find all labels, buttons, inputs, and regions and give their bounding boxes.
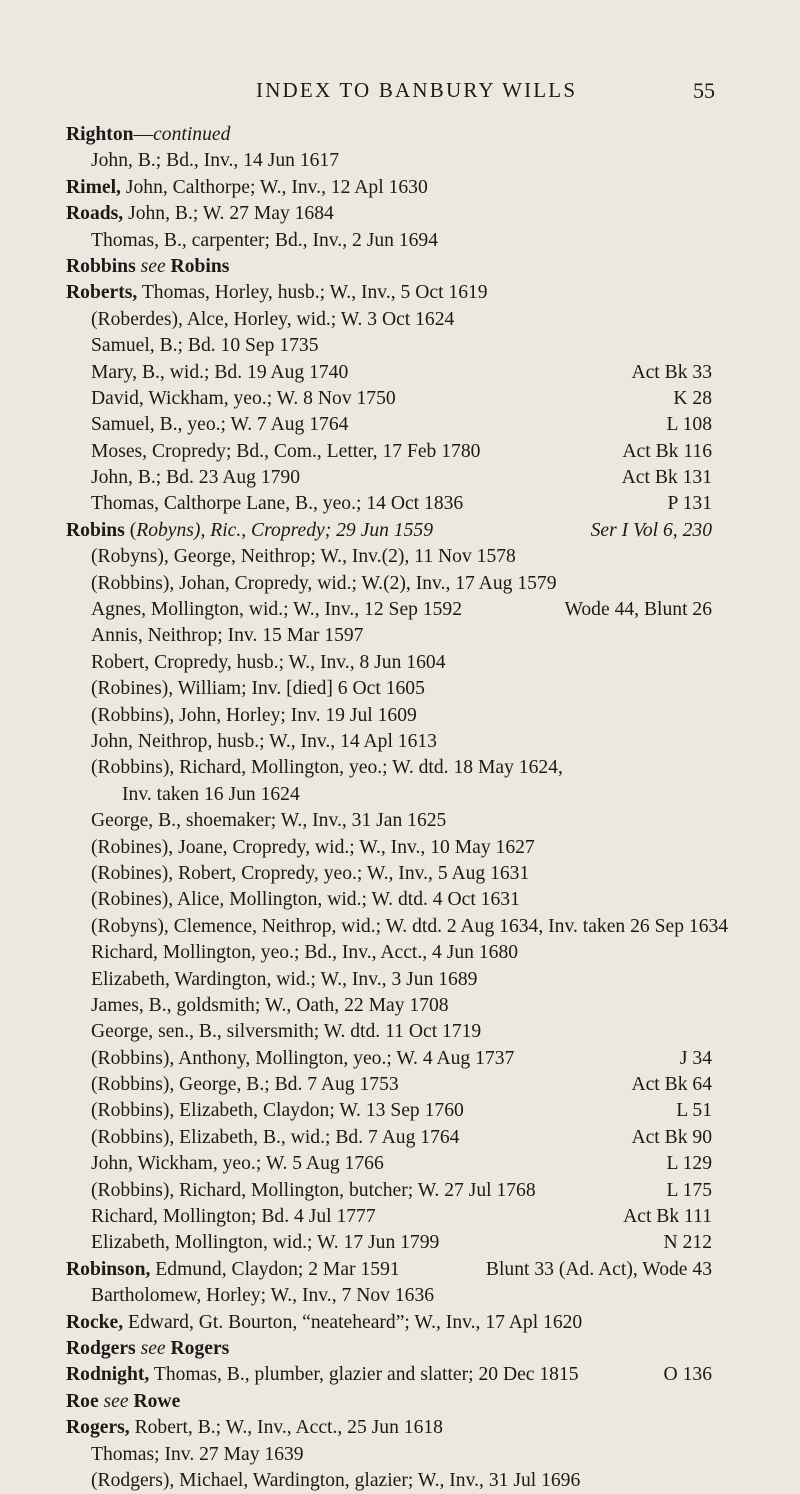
- index-entry: [0, 1283, 800, 1309]
- entry-text: [66, 1257, 400, 1283]
- index-entry: [0, 782, 800, 808]
- entry-detail: (Robyns), George, Neithrop; W., Inv.(2), 11 Nov 1578: [91, 546, 516, 568]
- entry-detail: (Robines), Joane, Cropredy, wid.; W., Inv., 10 May 1627: [91, 836, 535, 858]
- entry-surname: Robbins: [66, 255, 136, 277]
- entry-detail: (: [124, 519, 137, 541]
- entry-text: [66, 1389, 180, 1415]
- entry-text: [91, 597, 462, 623]
- entry-text: [91, 1046, 514, 1072]
- entry-text: [91, 412, 348, 438]
- index-entry: [0, 1442, 800, 1468]
- entry-detail: Bartholomew, Horley; W., Inv., 7 Nov 1636: [91, 1285, 435, 1307]
- index-entry: [0, 386, 800, 412]
- entry-detail: (Robbins), Richard, Mollington, butcher; W. 27 Jul 1768: [91, 1179, 536, 1201]
- entry-detail: James, B., goldsmith; W., Oath, 22 May 1708: [91, 994, 449, 1016]
- index-entry: [0, 491, 800, 517]
- entry-detail: Robert, B.; W., Inv., Acct., 25 Jun 1618: [129, 1417, 443, 1439]
- entry-text: [91, 1204, 376, 1230]
- entry-text: [91, 676, 425, 702]
- entry-reference: L 129: [666, 1153, 712, 1175]
- entry-text: [66, 1415, 443, 1441]
- index-entry: [0, 1019, 800, 1045]
- entry-detail: see: [135, 1337, 171, 1359]
- entry-detail: (Robbins), Anthony, Mollington, yeo.; W. 4 Aug 1737: [91, 1047, 515, 1069]
- entry-text: [91, 1468, 580, 1494]
- entry-text: [91, 1098, 464, 1124]
- index-entry: [0, 465, 800, 491]
- entry-reference: Act Bk 111: [623, 1206, 712, 1228]
- entry-surname: Robins: [66, 519, 125, 541]
- index-entry: [0, 1257, 800, 1283]
- index-entry: [0, 333, 800, 359]
- entry-detail: Agnes, Mollington, wid.; W., Inv., 12 Sep 1592: [91, 599, 463, 621]
- entry-text: [91, 1019, 481, 1045]
- entry-text: [91, 1442, 304, 1468]
- entry-reference: L 51: [676, 1100, 712, 1122]
- entry-text: [91, 887, 520, 913]
- entry-text: [91, 808, 446, 834]
- entry-text: [91, 333, 319, 359]
- entry-reference: J 34: [679, 1047, 712, 1069]
- index-entry: [0, 254, 800, 280]
- entry-detail: John, B.; Bd., Inv., 14 Jun 1617: [91, 150, 340, 172]
- entry-reference: Act Bk 131: [621, 467, 712, 489]
- entry-detail: George, sen., B., silversmith; W. dtd. 11 Oct 1719: [91, 1021, 482, 1043]
- index-entry: [0, 544, 800, 570]
- entry-reference: Act Bk 33: [631, 361, 712, 383]
- entry-text: [91, 1230, 439, 1256]
- entry-detail: Edmund, Claydon; 2 Mar 1591: [150, 1258, 400, 1280]
- entry-detail: John, Neithrop, husb.; W., Inv., 14 Apl 1613: [91, 730, 437, 752]
- entry-text: [91, 465, 300, 491]
- entry-text: [66, 1362, 579, 1388]
- index-entry: [0, 703, 800, 729]
- index-entry: [0, 1389, 800, 1415]
- entry-detail: John, Calthorpe; W., Inv., 12 Apl 1630: [120, 176, 428, 198]
- index-entry: [0, 887, 800, 913]
- entry-detail: (Robyns), Clemence, Neithrop, wid.; W. dtd. 2 Aug 1634, Inv. taken 26 Sep 1634: [91, 915, 729, 937]
- entry-detail: Mary, B., wid.; Bd. 19 Aug 1740: [91, 361, 349, 383]
- entry-text: [91, 755, 563, 781]
- entry-text: [91, 228, 438, 254]
- entry-text: [91, 703, 417, 729]
- entry-detail: Edward, Gt. Bourton, “neateheard”; W., Inv., 17 Apl 1620: [123, 1311, 583, 1333]
- entry-surname: Rimel,: [66, 176, 121, 198]
- index-entry: [0, 360, 800, 386]
- index-entry: [0, 518, 800, 544]
- entry-text: [66, 175, 428, 201]
- index-entry: [0, 835, 800, 861]
- entry-surname: Roe: [66, 1390, 99, 1412]
- running-head: [0, 78, 800, 108]
- index-entry: [0, 122, 800, 148]
- entry-detail: (Robbins), Elizabeth, Claydon; W. 13 Sep 1760: [91, 1100, 464, 1122]
- entry-detail: Annis, Neithrop; Inv. 15 Mar 1597: [91, 625, 364, 647]
- index-entry: [0, 1072, 800, 1098]
- entry-reference: Ser I Vol 6, 230: [590, 519, 712, 541]
- entry-text: [91, 1125, 459, 1151]
- index-entry: [0, 280, 800, 306]
- index-entry: [0, 676, 800, 702]
- entry-reference: L 175: [666, 1179, 712, 1201]
- entry-variant: Robyns), Ric., Cropredy; 29 Jun 1559: [136, 519, 433, 541]
- entry-cross-reference: Rowe: [133, 1390, 181, 1412]
- entry-text: [91, 623, 363, 649]
- entry-text: [91, 491, 463, 517]
- entry-detail: (Rodgers), Michael, Wardington, glazier; W., Inv., 31 Jul 1696: [91, 1469, 581, 1491]
- entry-surname: Rodnight,: [66, 1364, 150, 1386]
- index-entry: [0, 1125, 800, 1151]
- entry-text: [66, 1310, 582, 1336]
- entry-detail: George, B., shoemaker; W., Inv., 31 Jan 1625: [91, 810, 447, 832]
- index-entry: [0, 1046, 800, 1072]
- entry-reference: N 212: [663, 1232, 712, 1254]
- entry-detail: John, Wickham, yeo.; W. 5 Aug 1766: [91, 1153, 384, 1175]
- entry-continued: continued: [153, 124, 231, 145]
- entry-text: [91, 386, 396, 412]
- entry-surname: Roads,: [66, 203, 124, 225]
- entry-text: [91, 993, 449, 1019]
- index-entry: [0, 307, 800, 333]
- entry-surname: Roberts,: [66, 282, 138, 304]
- entry-text: [66, 518, 433, 544]
- index-entry: [0, 940, 800, 966]
- index-entry: [0, 1362, 800, 1388]
- index-entry: [0, 412, 800, 438]
- entry-text: [66, 201, 334, 227]
- entry-text: [91, 1283, 434, 1309]
- entry-detail: (Robbins), Johan, Cropredy, wid.; W.(2), Inv., 17 Aug 1579: [91, 572, 557, 594]
- entry-detail: David, Wickham, yeo.; W. 8 Nov 1750: [91, 387, 396, 409]
- entry-reference: Act Bk 64: [631, 1074, 712, 1096]
- entry-text: [91, 571, 557, 597]
- entry-detail: Richard, Mollington; Bd. 4 Jul 1777: [91, 1206, 376, 1228]
- entry-text: [91, 148, 339, 174]
- index-entry: [0, 993, 800, 1019]
- index-entry: [0, 967, 800, 993]
- entry-detail: (Robines), Alice, Mollington, wid.; W. dtd. 4 Oct 1631: [91, 889, 520, 911]
- entry-detail: Thomas, B., carpenter; Bd., Inv., 2 Jun 1694: [91, 229, 439, 251]
- entry-detail: Inv. taken 16 Jun 1624: [122, 783, 300, 805]
- entry-text: [91, 729, 437, 755]
- entry-detail: Robert, Cropredy, husb.; W., Inv., 8 Jun 1604: [91, 651, 446, 673]
- entry-detail: Thomas, Calthorpe Lane, B., yeo.; 14 Oct 1836: [91, 493, 464, 515]
- index-entry: [0, 1151, 800, 1177]
- entry-text: [91, 544, 516, 570]
- entry-detail: see: [135, 255, 171, 277]
- index-entry: [0, 1468, 800, 1494]
- index-entry: [0, 1204, 800, 1230]
- entry-detail: Richard, Mollington, yeo.; Bd., Inv., Acct., 4 Jun 1680: [91, 942, 519, 964]
- entry-reference: K 28: [673, 387, 712, 409]
- index-entry: [0, 148, 800, 174]
- entry-text: [66, 1336, 229, 1362]
- entry-text: [91, 967, 477, 993]
- entry-surname: Righton: [66, 124, 134, 145]
- entry-text: [91, 835, 535, 861]
- entry-surname: Rocke,: [66, 1311, 124, 1333]
- index-entry: [0, 1336, 800, 1362]
- entry-reference: Wode 44, Blunt 26: [564, 599, 712, 621]
- entry-detail: Elizabeth, Mollington, wid.; W. 17 Jun 1799: [91, 1232, 440, 1254]
- entry-text: [66, 254, 229, 280]
- entry-detail: Thomas; Inv. 27 May 1639: [91, 1443, 304, 1465]
- index-entry: [0, 861, 800, 887]
- index-entry: [0, 1178, 800, 1204]
- entry-text: [66, 122, 230, 148]
- running-title: INDEX TO BANBURY WILLS: [256, 78, 578, 102]
- entry-reference: O 136: [663, 1364, 712, 1386]
- entry-text: [91, 1178, 536, 1204]
- entry-reference: L 108: [666, 414, 712, 436]
- entry-detail: (Robbins), Richard, Mollington, yeo.; W. dtd. 18 May 1624,: [91, 757, 563, 779]
- entry-reference: Act Bk 116: [622, 440, 712, 462]
- entry-reference: Act Bk 90: [631, 1126, 712, 1148]
- entry-reference: Blunt 33 (Ad. Act), Wode 43: [485, 1258, 712, 1280]
- entry-detail: (Robines), William; Inv. [died] 6 Oct 1605: [91, 678, 425, 700]
- index-entry: [0, 201, 800, 227]
- entry-text: [91, 1151, 384, 1177]
- index-entry: [0, 808, 800, 834]
- entry-detail: Thomas, B., plumber, glazier and slatter; 20 Dec 1815: [149, 1364, 579, 1386]
- entry-cross-reference: Robins: [170, 255, 230, 277]
- entry-detail: see: [98, 1390, 134, 1412]
- entry-text: [91, 307, 454, 333]
- entry-detail: (Robines), Robert, Cropredy, yeo.; W., Inv., 5 Aug 1631: [91, 862, 530, 884]
- entry-surname: Rodgers: [66, 1337, 136, 1359]
- entry-detail: Samuel, B.; Bd. 10 Sep 1735: [91, 335, 319, 357]
- entry-detail: Samuel, B., yeo.; W. 7 Aug 1764: [91, 414, 349, 436]
- entry-text: [91, 650, 446, 676]
- index-entry: [0, 650, 800, 676]
- entry-detail: (Robbins), Elizabeth, B., wid.; Bd. 7 Aug 1764: [91, 1126, 460, 1148]
- index-entry: [0, 439, 800, 465]
- entry-detail: Thomas, Horley, husb.; W., Inv., 5 Oct 1619: [137, 282, 488, 304]
- entry-reference: P 131: [667, 493, 712, 515]
- entry-detail: Moses, Cropredy; Bd., Com., Letter, 17 Feb 1780: [91, 440, 481, 462]
- index-entry: [0, 1098, 800, 1124]
- entry-detail: (Robbins), George, B.; Bd. 7 Aug 1753: [91, 1074, 399, 1096]
- entry-text: [122, 782, 300, 808]
- page-number: 55: [693, 78, 715, 103]
- index-entry: [0, 1415, 800, 1441]
- entry-text: [66, 280, 488, 306]
- index-entry: [0, 755, 800, 781]
- index-entry: [0, 571, 800, 597]
- index-entry: [0, 1310, 800, 1336]
- entry-cross-reference: Rogers: [170, 1337, 230, 1359]
- entry-detail: (Roberdes), Alce, Horley, wid.; W. 3 Oct 1624: [91, 308, 455, 330]
- entry-text: [91, 360, 348, 386]
- index-entry: [0, 228, 800, 254]
- index-entry: [0, 1230, 800, 1256]
- index-entries: [0, 122, 800, 1494]
- index-entry: [0, 623, 800, 649]
- entry-text: [91, 439, 480, 465]
- entry-surname: Robinson,: [66, 1258, 151, 1280]
- entry-text: [91, 1072, 399, 1098]
- entry-detail: John, B.; W. 27 May 1684: [123, 203, 334, 225]
- index-entry: [0, 175, 800, 201]
- index-entry: [0, 729, 800, 755]
- entry-detail: —: [133, 124, 154, 145]
- entry-detail: (Robbins), John, Horley; Inv. 19 Jul 1609: [91, 704, 417, 726]
- entry-detail: Elizabeth, Wardington, wid.; W., Inv., 3 Jun 1689: [91, 968, 478, 990]
- entry-surname: Rogers,: [66, 1417, 130, 1439]
- index-entry: [0, 597, 800, 623]
- entry-text: [91, 940, 518, 966]
- entry-text: [91, 914, 728, 940]
- entry-detail: John, B.; Bd. 23 Aug 1790: [91, 467, 301, 489]
- entry-text: [91, 861, 529, 887]
- index-entry: [0, 914, 800, 940]
